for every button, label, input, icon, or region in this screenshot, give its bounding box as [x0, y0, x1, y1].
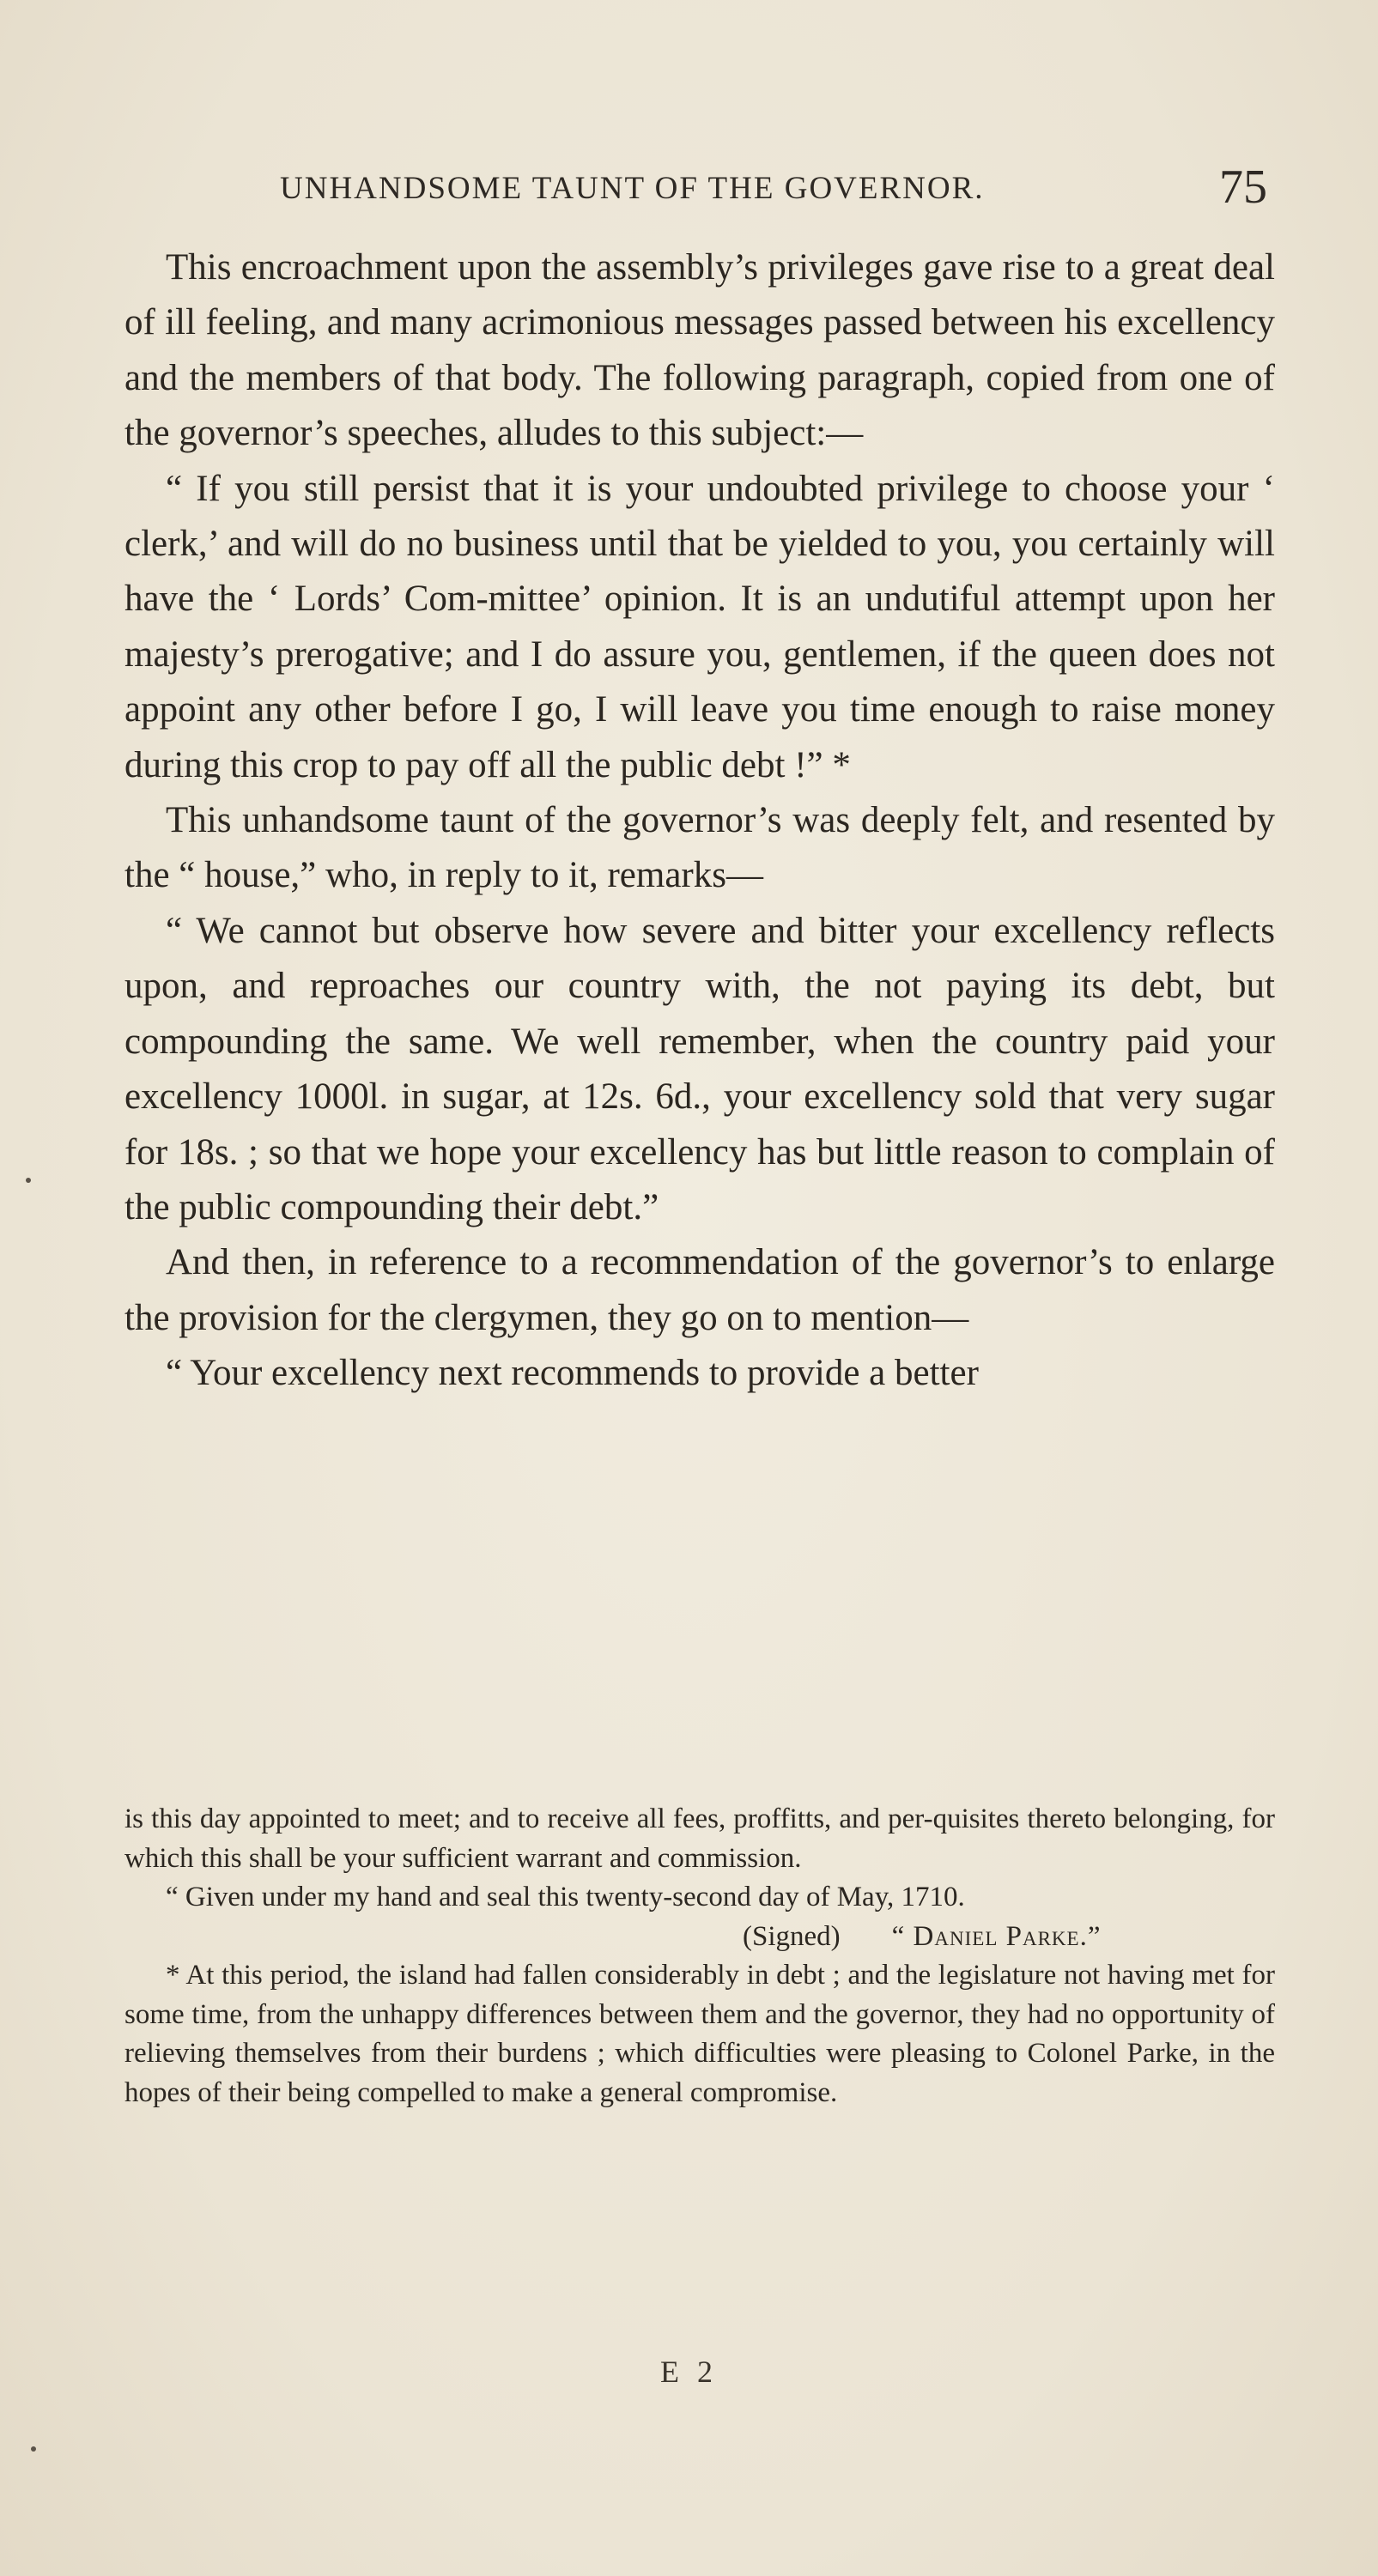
footnote: * At this period, the island had fallen considerably in debt ; and the legislature not having met for some time, from the unhappy differences between them and the governor, they had no opportunity of relieving themselves from their burdens ; which difficulties were pleasing to Colonel Parke, in the hopes of their being compelled to make a general compromise. — [124, 1960, 1275, 2108]
main-text — [124, 240, 1275, 1402]
paragraph: This unhandsome taunt of the governor’s was deeply felt, and resented by the “ house,” who, in reply to it, remarks— — [124, 800, 1275, 896]
signature-line — [124, 1918, 1275, 1957]
running-title: UNHANDSOME TAUNT OF THE GOVERNOR. — [280, 171, 985, 206]
paragraph: “ We cannot but observe how severe and bitter your excellency reflects upon, and reproaches our country with, the not paying its debt, but compounding the same. We well remember, when the country paid your excellency 1000l. in sugar, at 12s. 6d., your excellency sold that very sugar for 18s. ; so that we hope your excellency has but little reason to complain of the public compounding their debt.” — [124, 910, 1275, 1227]
given-line: “ Given under my hand and seal this twenty-second day of May, 1710. — [166, 1882, 965, 1912]
printer-signature-mark: E 2 — [660, 2355, 718, 2389]
signed-label: (Signed) — [743, 1920, 841, 1952]
footnote-continuation: is this day appointed to meet; and to receive all fees, proffitts, and per-quisites thereto belonging, for which this shall be your sufficient warrant and commission. — [124, 1803, 1275, 1874]
footnotes — [124, 1800, 1275, 2112]
paragraph: And then, in reference to a recommendation of the governor’s to enlarge the provision for the clergymen, they go on to mention— — [124, 1242, 1275, 1338]
page-number: 75 — [1219, 161, 1267, 214]
ink-speck — [26, 1178, 31, 1183]
paragraph: “ If you still persist that it is your undoubted privilege to choose your ‘ clerk,’ and will do no business until that be yielded to you, you certainly will have the ‘ Lords’ Com-mittee’ opinion. It is an undutiful attempt upon her majesty’s prerogative; and I do assure you, gentlemen, if the queen does not appoint any other before I go, I will leave you time enough to raise money during this crop to pay off all the public debt !” * — [124, 468, 1275, 785]
signer-name: “ Daniel Parke.” — [891, 1920, 1102, 1952]
running-head — [280, 160, 1267, 214]
ink-speck — [31, 2446, 36, 2452]
paragraph: “ Your excellency next recommends to provide a better — [166, 1353, 979, 1394]
paragraph: This encroachment upon the assembly’s privileges gave rise to a great deal of ill feeling, and many acrimonious messages passed between his excellency and the members of that body. The following paragraph, copied from one of the governor’s speeches, alludes to this subject:— — [124, 247, 1275, 454]
